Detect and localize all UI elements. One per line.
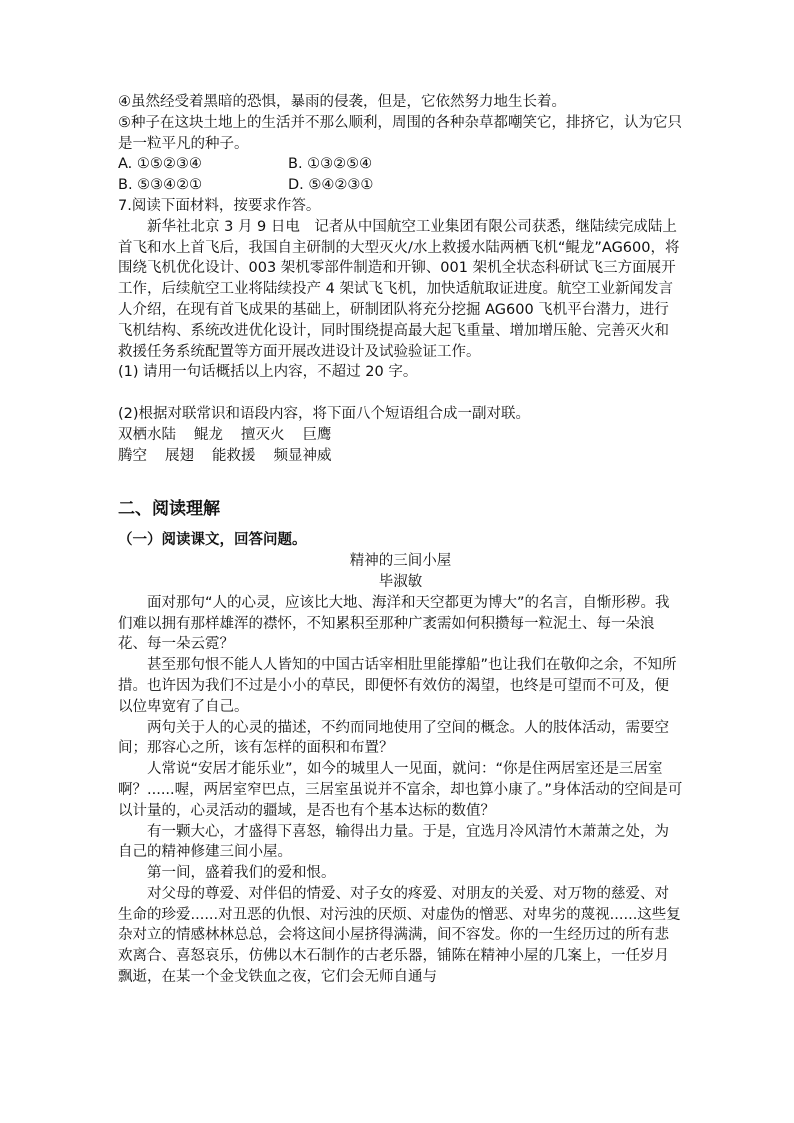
q7-sub1: (1) 请用一句话概括以上内容，不超过 20 字。 <box>118 364 418 381</box>
essay-paragraph: 有一颗大心，才盛得下喜怒，输得出力量。于是，宜选月冷风清竹木萧萧之处，为自己的精神修建三间小屋。 <box>118 823 669 861</box>
phrase: 鲲龙 <box>194 426 223 443</box>
sub-heading: （一）阅读课文，回答问题。 <box>118 532 307 549</box>
q7-material: 新华社北京 3 月 9 日电 记者从中国航空工业集团有限公司获悉，继陆续完成陆上首飞和水上首飞后，我国自主研制的大型灭火/水上救援水陆两栖飞机“鲲龙”AG600，将围绕飞机优化设计、003 架机零部件制造和开铆、001 架机全状态科研试飞三方面展开工作，后续航空工业将陆续投产 4 架试飞飞机，加快适航取证进度。航空工业新闻发言人介绍，在现有首飞成果的基础上，研制团队将充分挖掘 AG600 飞机平台潜力，进行飞机结构、系统改进优化设计，同时围绕提高最大起飞重量、增加增压舱、完善灭火和救援任务系统配置等方面开展改进设计及试验验证工作。 <box>118 218 680 360</box>
section-heading: 二、阅读理解 <box>118 499 220 520</box>
phrase: 腾空 <box>118 447 147 464</box>
q7-sub2: (2)根据对联常识和语段内容，将下面八个短语组合成一副对联。 <box>118 405 531 422</box>
phrase: 能救援 <box>212 447 256 464</box>
q6-option-d[interactable]: D. ⑤④②③① <box>288 177 374 194</box>
essay-paragraph: 两句关于人的心灵的描述，不约而同地使用了空间的概念。人的肢体活动，需要空间；那容心之所，该有怎样的面积和布置？ <box>118 719 669 757</box>
essay-paragraph: 对父母的尊爱、对伴侣的情爱、对子女的疼爱、对朋友的关爱、对万物的慈爱、对生命的珍爱......对丑恶的仇恨、对污浊的厌烦、对虚伪的憎恶、对卑劣的蔑视......这些复杂对立的情感林林总总，会将这间小屋挤得满满，间不容发。你的一生经历过的所有悲欢离合、喜怒哀乐，仿佛以木石制作的古老乐器，铺陈在精神小屋的几案上，一任岁月飘逝，在某一个金戈铁血之夜，它们会无师自通与 <box>118 885 681 986</box>
q6-item-4: ④虽然经受着黑暗的恐惧，暴雨的侵袭，但是，它依然努力地生长着。 <box>118 94 566 110</box>
essay-paragraph: 第一间，盛着我们的爱和恨。 <box>147 865 336 882</box>
answer-space[interactable] <box>118 383 683 404</box>
essay-author: 毕淑敏 <box>378 573 423 590</box>
q6-options-row1 <box>118 154 683 175</box>
phrase: 频显神威 <box>273 447 332 464</box>
q6-option-a[interactable]: A. ①⑤②③④ <box>118 156 202 173</box>
q7-title: 7.阅读下面材料，按要求作答。 <box>118 197 321 214</box>
phrase: 展翅 <box>165 447 194 464</box>
essay-title: 精神的三间小屋 <box>349 553 452 570</box>
phrases-row1 <box>118 425 683 446</box>
q6-item-5: ⑤种子在这块土地上的生活并不那么顺利，周围的各种杂草都嘲笑它，排挤它，认为它只是一粒平凡的种子。 <box>118 114 682 152</box>
phrase: 双栖水陆 <box>118 426 176 443</box>
document-page <box>118 92 683 988</box>
phrase: 擅灭火 <box>241 426 285 443</box>
phrases-row2 <box>118 446 683 467</box>
q6-options-row2 <box>118 175 683 196</box>
phrase: 巨鹰 <box>302 426 332 443</box>
q6-option-c[interactable]: B. ⑤③④②① <box>118 177 203 194</box>
essay-paragraph: 面对那句“人的心灵，应该比大地、海洋和天空都更为博大”的名言，自惭形秽。我们难以拥有那样雄浑的襟怀，不知累积至那种广袤需如何积攒每一粒泥土、每一朵浪花、每一朵云霓？ <box>118 594 670 653</box>
essay-paragraph: 甚至那句恨不能人人皆知的中国古话宰相肚里能撑船”也让我们在敬仰之余，不知所措。也许因为我们不过是小小的草民，即便怀有效仿的渴望，也终是可望而不可及，便以位卑宽宥了自己。 <box>118 657 677 715</box>
q6-option-b[interactable]: B. ①③②⑤④ <box>288 156 373 173</box>
essay-paragraph: 人常说“安居才能乐业”，如今的城里人一见面，就问：“你是住两居室还是三居室啊？......喔，两居室窄巴点，三居室虽说并不富余，却也算小康了。”身体活动的空间是可以计量的，心灵活动的疆域，是否也有个基本达标的数值？ <box>118 761 683 819</box>
